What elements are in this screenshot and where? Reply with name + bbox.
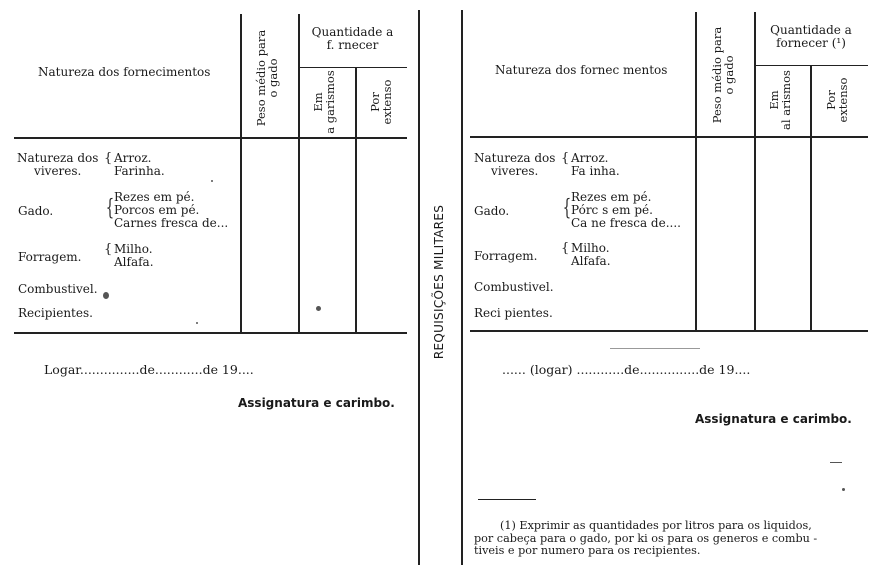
left-row-forragem-label: Forragem. [18,250,82,264]
left-row-viveres-items: Arroz. Farinha. [114,151,165,178]
right-signature: Assignatura e carimbo. [695,412,852,426]
right-col-line-1 [695,12,697,330]
left-row-combustivel: Combustivel. [18,282,98,296]
right-header-peso: Peso médio para o gado [710,26,736,124]
right-brace-viveres: { [561,151,570,166]
right-header-extenso: Por extenso [824,77,850,123]
right-header-nature: Natureza dos fornec mentos [495,63,668,77]
spine-line-left [418,10,420,565]
left-col-line-2 [298,14,300,332]
right-row-recipientes: Reci pientes. [474,306,553,320]
spine-line-right [461,10,463,565]
left-row-viveres-label: Natureza dos viveres. [17,151,99,178]
right-bottom-rule [470,330,868,332]
right-row-gado-label: Gado. [474,204,510,218]
ink-speck [830,462,842,463]
ink-speck [196,322,198,324]
left-row-gado-label: Gado. [18,204,54,218]
right-header-quantidade: Quantidade a fornecer (¹) [770,23,852,50]
left-row-gado-items: Rezes em pé. Porcos em pé. Carnes fresca de... [114,190,229,230]
right-header-algarismos: Em al arismos [767,70,793,130]
right-footnote-rule [478,499,536,500]
left-col-line-3 [355,68,357,332]
left-header-extenso: Por extenso [368,79,394,125]
right-row-gado-items: Rezes em pé. Pórc s em pé. Ca ne fresca de.... [571,190,681,230]
left-brace-gado: { [105,196,115,221]
left-row-forragem-items: Milho. Alfafa. [114,242,154,269]
ink-speck [211,180,213,182]
right-brace-gado: { [562,196,572,221]
left-header-nature: Natureza dos fornecimentos [38,65,211,79]
left-header-quantidade: Quantidade a f. rnecer [311,25,394,52]
ink-speck [316,306,321,311]
right-row-forragem-label: Forragem. [474,249,538,263]
right-place-date-line: ...... (logar) ............de...............de 19.... [502,362,751,377]
left-header-peso: Peso médio para o gado [254,29,280,127]
ink-speck [842,488,845,491]
ink-speck [103,292,109,299]
left-col-line-1 [240,14,242,332]
left-header-rule [14,137,407,139]
left-header-algarismos: Em a garismos [311,70,337,134]
left-place-date-line: Logar...............de............de 19.... [44,362,254,377]
right-col-line-3 [810,66,812,330]
right-col-line-2 [754,12,756,330]
right-row-viveres-items: Arroz. Fa inha. [571,151,620,178]
spine-title: REQUISIÇÕES MILITARES [432,204,446,360]
left-brace-viveres: { [104,151,113,166]
right-brace-forragem: { [561,241,570,256]
right-row-combustivel: Combustivel. [474,280,554,294]
left-bottom-rule [14,332,407,334]
right-row-viveres-label: Natureza dos viveres. [474,151,556,178]
left-row-recipientes: Recipientes. [18,306,93,320]
right-footnote: (1) Exprimir as quantidades por litros para os liquidos, por cabeça para o gado, por ki os para os generos e combu - tiveis e por numero para os recipientes. [474,519,818,557]
right-row-forragem-items: Milho. Alfafa. [571,241,611,268]
left-brace-forragem: { [104,242,113,257]
left-signature: Assignatura e carimbo. [238,396,395,410]
ink-speck [610,348,700,349]
right-header-rule [470,136,868,138]
